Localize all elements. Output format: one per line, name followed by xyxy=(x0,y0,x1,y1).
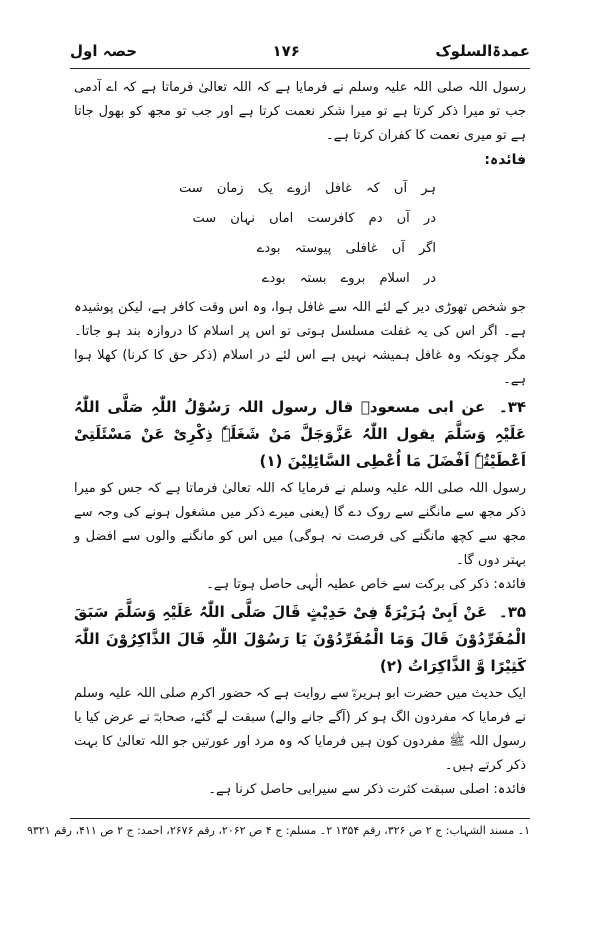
paragraph-2: جو شخص تھوڑی دیر کے لئے اللہ سے غافل ہوا، وہ اس وقت کافر ہے، لیکن پوشیدہ ہے۔ اگر اس کی یہ غفلت مسلسل ہوتی تو اس پر اسلام کا دروازہ بند ہو جاتا۔ مگر چونکہ وہ غافل ہمیشہ نہیں ہے اس لئے در اسلام (ذکر حق کا کرنا) کھلا ہوا ہے۔ xyxy=(74,300,526,387)
hadith-35 xyxy=(74,599,526,680)
footnote: ۱۔ مسند الشہاب: ج ۲ ص ۳۲۶، رقم ۱۳۵۴ ۲۔ مسلم: ج ۴ ص ۲۰۶۲، رقم ۲۶۷۶، احمد: ج ۲ ص ۴۱۱، رقم ۹۳۲۱ xyxy=(26,824,530,837)
footnote-divider xyxy=(70,818,530,819)
paragraph-5: ایک حدیث میں حضرت ابو ہریرہؓ سے روایت ہے کہ حضور اکرم صلی اللہ علیہ وسلم نے فرمایا کہ مفردون الگ ہو کر (آگے جانے والے) سبقت لے گئے، صحابہؓ نے عرض کیا یا رسول اللہ ﷺ مفردون کون ہیں فرمایا کہ وہ مرد اور عورتیں جو اللہ تعالیٰ کا بہت ذکر کرتے ہیں۔ xyxy=(74,686,526,773)
page-header xyxy=(70,38,530,64)
part-label: حصہ اول xyxy=(70,42,138,60)
hadith-34-text: عن ابی مسعودؓ قال رسول اللہ رَسُوْلُ اللّٰہِ صَلَّی اللّٰہُ عَلَیْہِ وَسَلَّمَ یقول اللّٰہُ عَزَّوَجَلَّ مَنْ شَغَلَہٗ ذِکْرِیْ عَنْ مَسْئَلَتِیْ اَعْطَیْتُہٗ اَفْضَلَ مَا اُعْطِی السَّائِلِیْنَ (۱) xyxy=(74,398,526,470)
book-title: عمدۃالسلوک xyxy=(435,42,530,60)
hadith-35-number: ۳۵۔ xyxy=(498,603,526,621)
header-divider xyxy=(70,68,530,69)
paragraph-4: فائدہ: ذکر کی برکت سے خاص عطیہ الٰہی حاصل ہوتا ہے۔ xyxy=(206,577,526,592)
fayda-label: فائدہ: xyxy=(484,152,526,168)
poem-verse-3: اگر آں غافلی پیوستہ بودے xyxy=(256,241,436,256)
paragraph-6: فائدہ: اصلی سبقت کثرت ذکر سے سیرابی حاصل کرنا ہے۔ xyxy=(208,782,526,797)
page-body xyxy=(74,76,526,802)
persian-poem xyxy=(74,174,526,294)
hadith-35-text: عَنْ اَبِیْ ہُرَیْرَۃَ فِیْ حَدِیْثٍ قَالَ صَلَّی اللّٰہُ عَلَیْہِ وَسَلَّمَ سَبَقَ الْمُفَرِّدُوْنَ قَالَ وَمَا الْمُفَرِّدُوْنَ یَا رَسُوْلَ اللّٰہِ قَالَ الذَّاکِرُوْنَ اللّٰہَ کَثِیْرًا وَّ الذَّاکِرَاتُ (۲) xyxy=(74,603,526,675)
poem-verse-1: ہر آں کہ غافل ازوے یک زمان ست xyxy=(179,181,436,196)
poem-verse-4: در اسلام بروے بستہ بودے xyxy=(261,271,436,286)
poem-verse-2: در آں دم کافرست اماں نہان ست xyxy=(192,211,436,226)
hadith-34 xyxy=(74,394,526,475)
paragraph-1: رسول اللہ صلی اللہ علیہ وسلم نے فرمایا ہے کہ اللہ تعالیٰ فرماتا ہے کہ اے آدمی جب تو میرا ذکر کرتا ہے تو میرا شکر نعمت کرتا ہے اور جب تو مجھ کو بھول جاتا ہے تو میری نعمت کا کفران کرتا ہے۔ xyxy=(74,80,526,143)
hadith-34-number: ۳۴۔ xyxy=(498,398,526,416)
paragraph-3: رسول اللہ صلی اللہ علیہ وسلم نے فرمایا کہ اللہ تعالیٰ فرماتا ہے کہ جس کو میرا ذکر مجھ سے مانگنے سے روک دے گا (یعنی میرے ذکر میں مشغول ہونے کی وجہ سے مجھ سے کچھ مانگنے کی فرصت نہ ہوگی) میں اس کو مانگنے والوں سے افضل و بہتر دوں گا۔ xyxy=(74,481,526,568)
page-number: ۱۷۶ xyxy=(272,42,300,60)
